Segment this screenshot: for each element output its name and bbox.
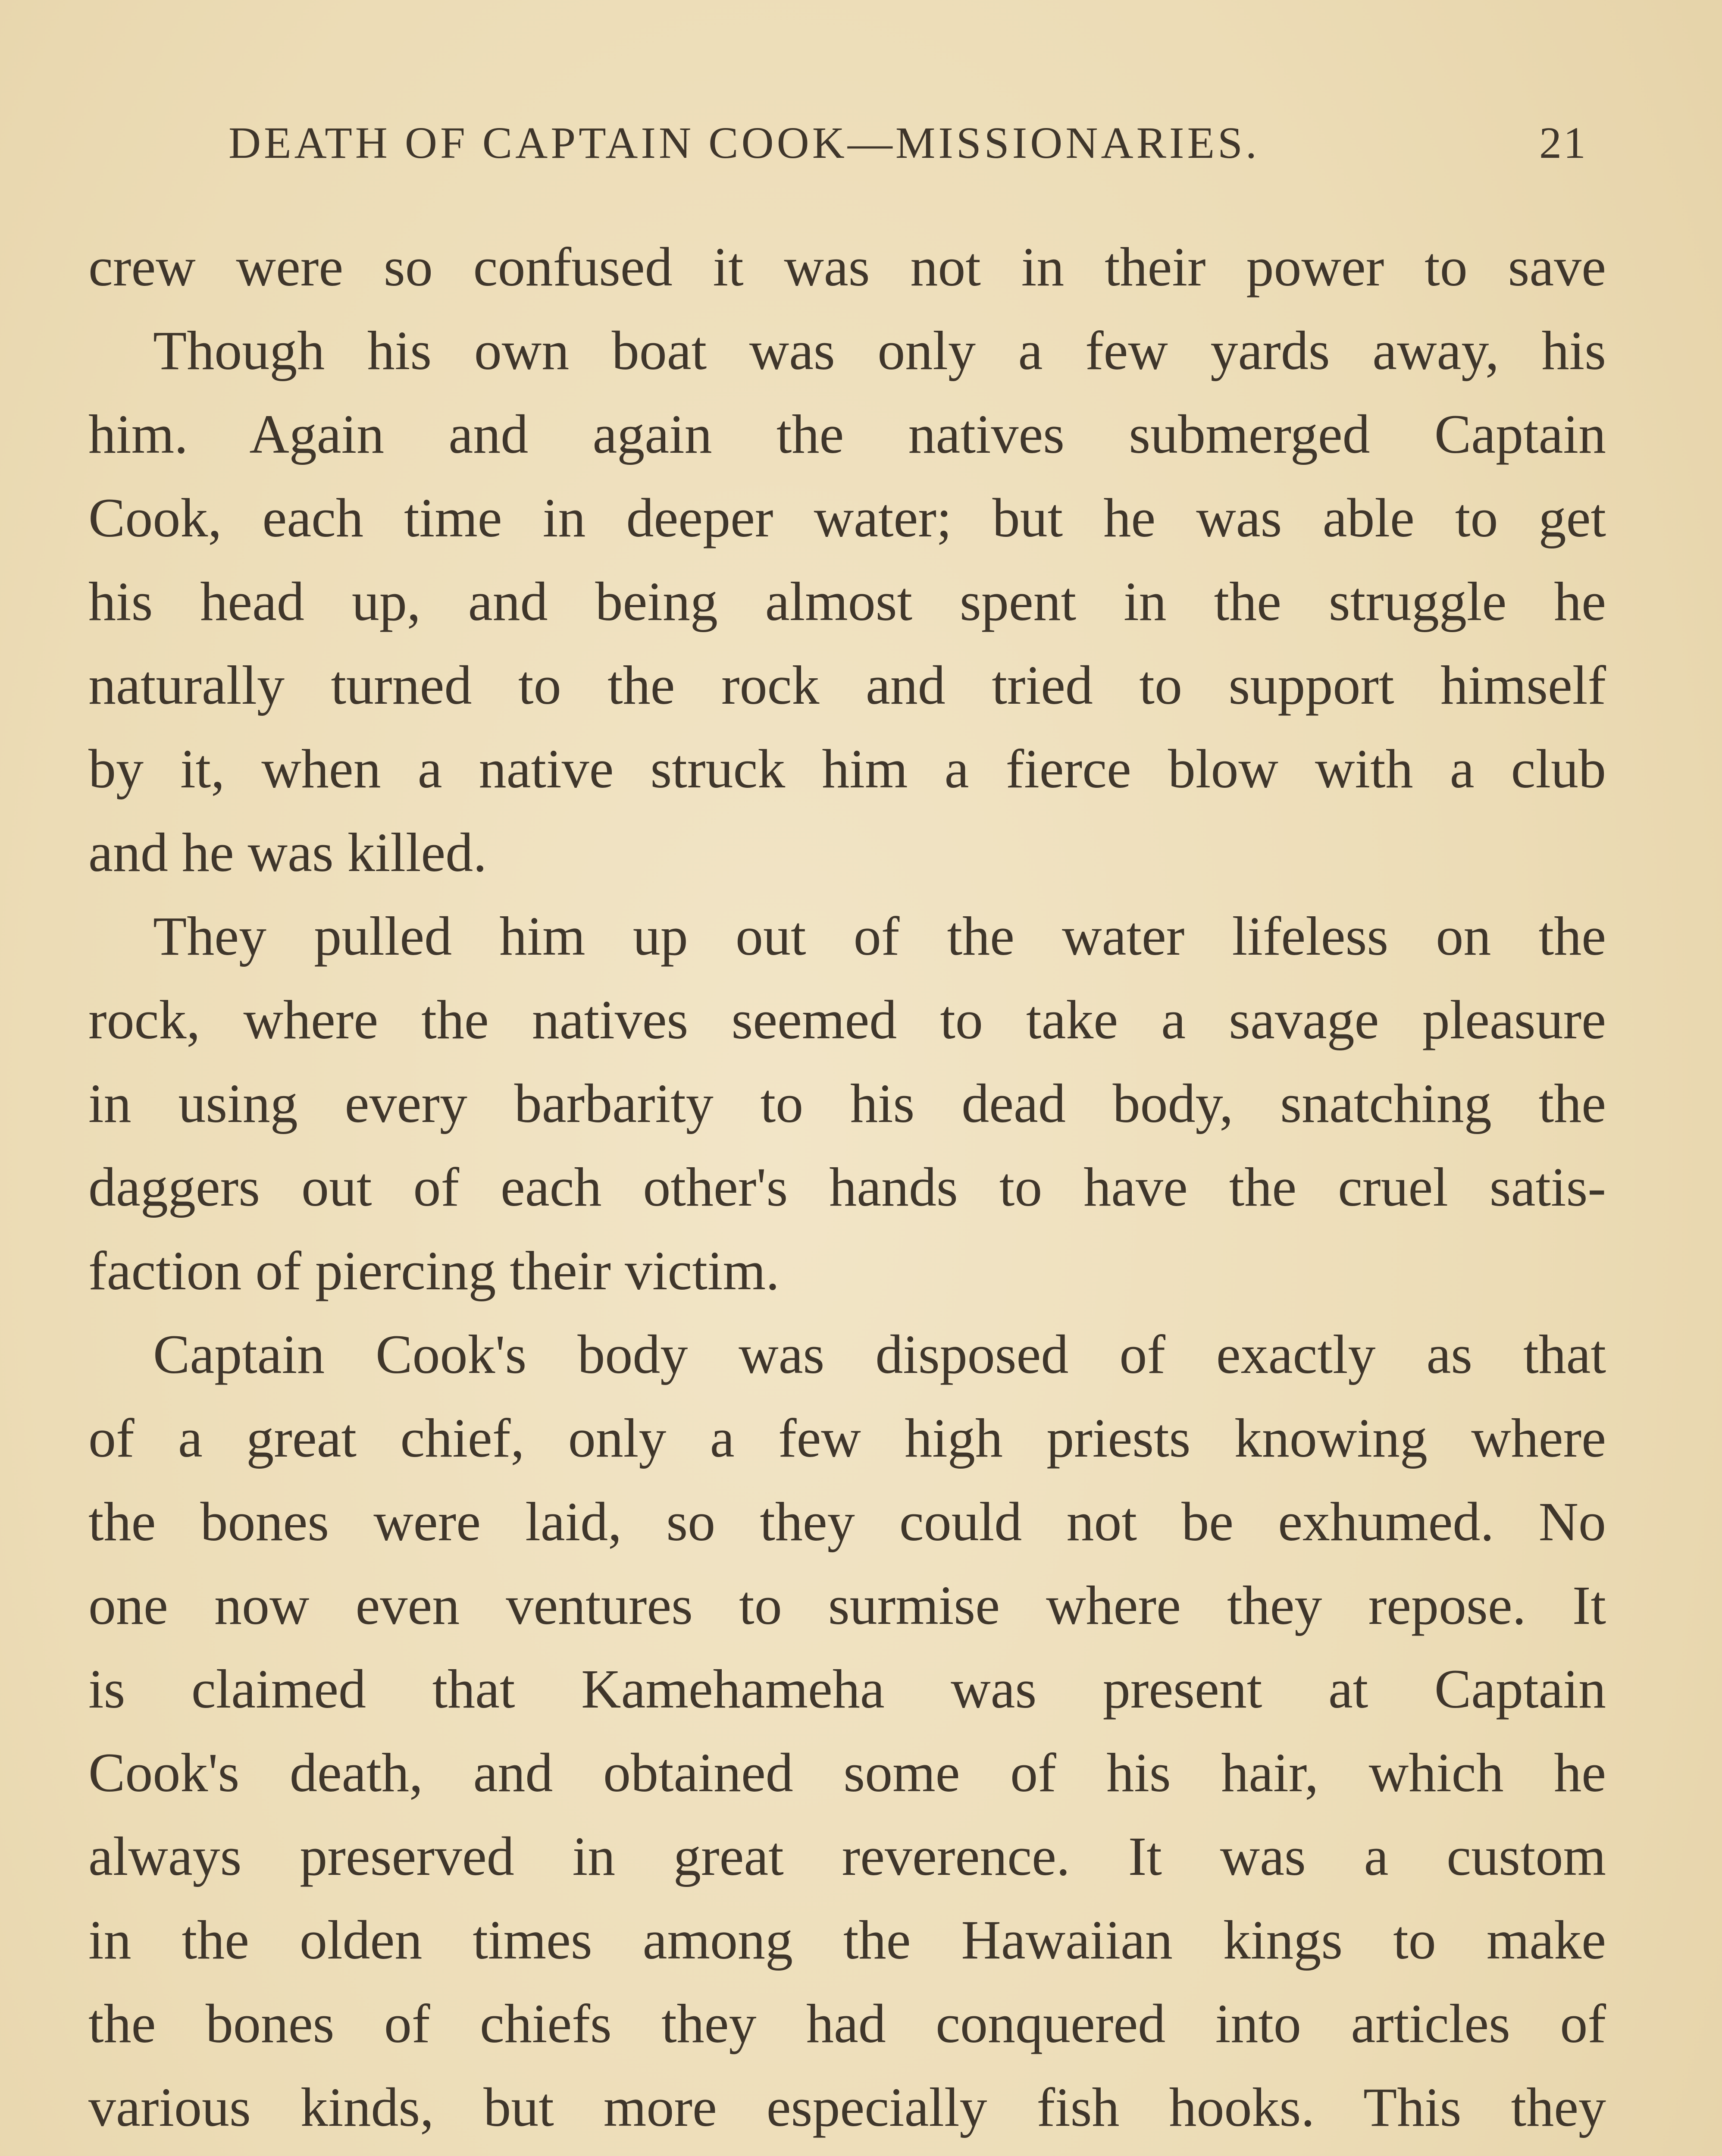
text-line: Cook's death, and obtained some of his hair, which he [88, 1742, 1606, 1803]
text-line: Though his own boat was only a few yards away, his [153, 320, 1606, 381]
text-line: various kinds, but more especially fish hooks. This they [88, 2077, 1606, 2138]
text-line [88, 2149, 1606, 2156]
text-line: in using every barbarity to his dead body, snatching the [88, 1073, 1606, 1134]
text-line: They pulled him up out of the water lifeless on the [153, 906, 1606, 967]
text-line: him. Again and again the natives submerged Captain [88, 404, 1606, 465]
page-number: 21 [1539, 118, 1587, 168]
text-line: in the olden times among the Hawaiian kings to make [88, 1909, 1606, 1971]
text-line: always preserved in great reverence. It was a custom [88, 1826, 1606, 1887]
text-line: daggers out of each other's hands to have the cruel satis- [88, 1156, 1606, 1218]
text-line: rock, where the natives seemed to take a savage pleasure [88, 989, 1606, 1050]
text-line: the bones of chiefs they had conquered into articles of [88, 1993, 1606, 2054]
text-line: naturally turned to the rock and tried to support himself [88, 655, 1606, 716]
text-line: of a great chief, only a few high priests knowing where [88, 1407, 1606, 1469]
text-line: one now even ventures to surmise where they repose. It [88, 1575, 1606, 1636]
text-line: and he was killed. [88, 822, 487, 883]
text-line: his head up, and being almost spent in the struggle he [88, 571, 1606, 632]
text-line: Captain Cook's body was disposed of exactly as that [153, 1324, 1606, 1385]
body-text [88, 225, 1606, 2156]
text-line: faction of piercing their victim. [88, 1240, 780, 1301]
running-header: DEATH OF CAPTAIN COOK—MISSIONARIES. [229, 118, 1260, 168]
text-line: crew were so confused it was not in their power to save [88, 236, 1606, 298]
text-line: by it, when a native struck him a fierce blow with a club [88, 738, 1606, 799]
text-line: Cook, each time in deeper water; but he was able to get [88, 487, 1606, 548]
text-line: is claimed that Kamehameha was present at Captain [88, 1658, 1606, 1720]
text-line: the bones were laid, so they could not be exhumed. No [88, 1491, 1606, 1552]
